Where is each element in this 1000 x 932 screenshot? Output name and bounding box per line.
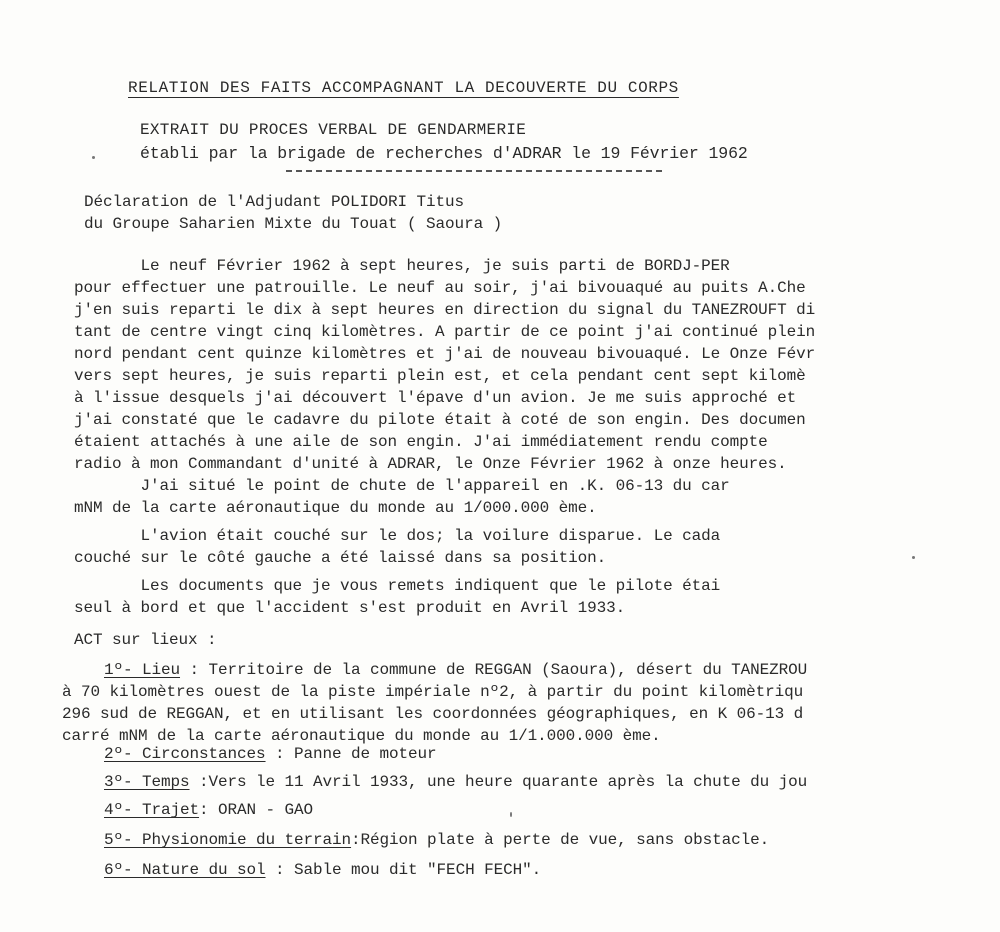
paragraph-1-line: à l'issue desquels j'ai découvert l'épave d'un avion. Je me suis approché et	[74, 389, 797, 407]
paragraph-1-line: radio à mon Commandant d'unité à ADRAR, le Onze Février 1962 à onze heures.	[74, 455, 787, 473]
item-1-continuation-line: à 70 kilomètres ouest de la piste impériale nº2, à partir du point kilomètriqu	[62, 683, 804, 701]
section-label: ACT sur lieux :	[74, 631, 217, 649]
paragraph-4-line: seul à bord et que l'accident s'est produit en Avril 1933.	[74, 599, 626, 617]
item-5-text: :Région plate à perte de vue, sans obstacle.	[351, 831, 770, 849]
scan-speck	[92, 156, 95, 159]
item-2-heading: 2º- Circonstances	[104, 745, 266, 763]
paragraph-1-line: j'en suis reparti le dix à sept heures en direction du signal du TANEZROUFT di	[74, 301, 816, 319]
document-title: RELATION DES FAITS ACCOMPAGNANT LA DECOUVERTE DU CORPS	[128, 79, 679, 97]
scan-speck	[510, 812, 512, 817]
item-1-heading: 1º- Lieu	[104, 661, 181, 679]
item-1-continuation-line: 296 sud de REGGAN, et en utilisant les coordonnées géographiques, en K 06-13 d	[62, 705, 804, 723]
item-5	[104, 830, 769, 850]
dashed-separator	[286, 170, 662, 172]
declaration-line-1: Déclaration de l'Adjudant POLIDORI Titus	[84, 193, 465, 211]
document-subtitle-line-1: EXTRAIT DU PROCES VERBAL DE GENDARMERIE	[140, 121, 527, 139]
item-1-text: : Territoire de la commune de REGGAN (Saoura), désert du TANEZROU	[180, 661, 808, 679]
item-3-heading: 3º- Temps	[104, 773, 190, 791]
item-5-heading: 5º- Physionomie du terrain	[104, 831, 352, 849]
item-4	[104, 800, 313, 820]
item-3	[104, 772, 807, 792]
declaration-line-2: du Groupe Saharien Mixte du Touat ( Saoura )	[84, 215, 503, 233]
paragraph-1-line: j'ai constaté que le cadavre du pilote était à coté de son engin. Des documen	[74, 411, 806, 429]
paragraph-1-line: vers sept heures, je suis reparti plein est, et cela pendant cent sept kilomè	[74, 367, 806, 385]
paragraph-2-line: mNM de la carte aéronautique du monde au 1/000.000 ème.	[74, 499, 597, 517]
item-6	[104, 860, 541, 880]
item-6-text: : Sable mou dit "FECH FECH".	[265, 861, 542, 879]
item-4-heading: 4º- Trajet	[104, 801, 200, 819]
item-3-text: :Vers le 11 Avril 1933, une heure quarante après la chute du jou	[189, 773, 808, 791]
paragraph-2-line: J'ai situé le point de chute de l'appareil en .K. 06-13 du car	[74, 477, 730, 495]
paragraph-1-line: étaient attachés à une aile de son engin. J'ai immédiatement rendu compte	[74, 433, 768, 451]
document-subtitle-line-2: établi par la brigade de recherches d'ADRAR le 19 Février 1962	[140, 144, 748, 163]
paragraph-3-line: L'avion était couché sur le dos; la voilure disparue. Le cada	[74, 527, 721, 545]
paragraph-1-line: nord pendant cent quinze kilomètres et j'ai de nouveau bivouaqué. Le Onze Févr	[74, 345, 816, 363]
item-1-continuation-line: carré mNM de la carte aéronautique du monde au 1/1.000.000 ème.	[62, 727, 661, 745]
item-4-text: : ORAN - GAO	[199, 801, 314, 819]
item-1	[104, 660, 807, 680]
item-2	[104, 744, 437, 764]
paragraph-3-line: couché sur le côté gauche a été laissé dans sa position.	[74, 549, 607, 567]
paragraph-4-line: Les documents que je vous remets indiquent que le pilote étai	[74, 577, 721, 595]
paragraph-1-line: tant de centre vingt cinq kilomètres. A partir de ce point j'ai continué plein	[74, 323, 816, 341]
item-6-heading: 6º- Nature du sol	[104, 861, 266, 879]
item-2-text: : Panne de moteur	[265, 745, 437, 763]
paragraph-1-line: pour effectuer une patrouille. Le neuf au soir, j'ai bivouaqué au puits A.Che	[74, 279, 806, 297]
scan-speck	[912, 556, 915, 559]
paragraph-1-line: Le neuf Février 1962 à sept heures, je suis parti de BORDJ-PER	[74, 257, 730, 275]
